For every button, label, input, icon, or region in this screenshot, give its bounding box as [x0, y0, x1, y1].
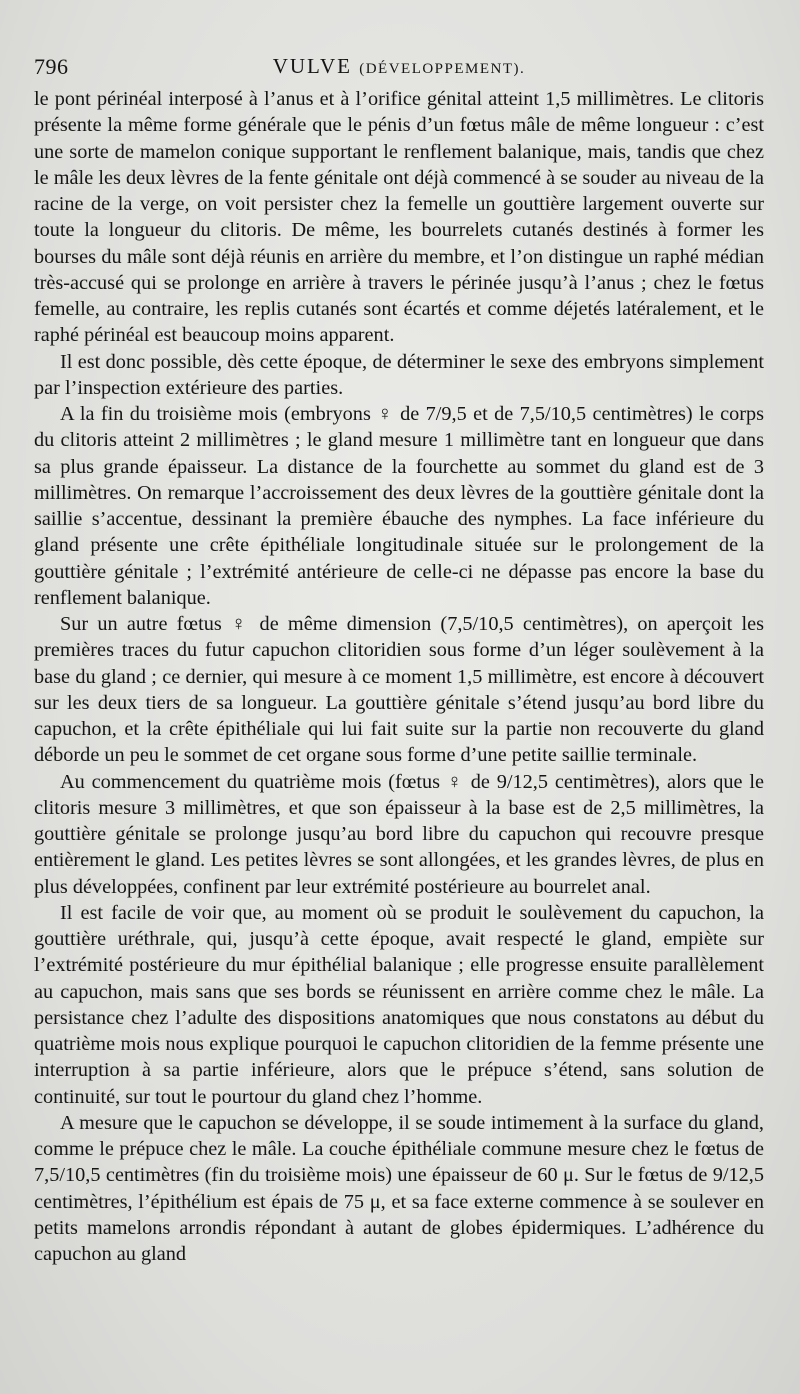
running-title [34, 54, 764, 79]
paragraph-7: A mesure que le capuchon se développe, il se soude intimement à la surface du gland, comme le prépuce chez le mâle. La couche épithéliale commune mesure chez le fœtus de 7,5/10,5 centimètres (fin du troisième mois) une épaisseur de 60 μ. Sur le fœtus de 9/12,5 centimètres, l’épithélium est épais de 75 μ, et sa face externe commence à se soulever en petits mamelons arrondis répondant à autant de globes épidermiques. L’adhérence du capuchon au gland [34, 1111, 764, 1265]
page-header [34, 50, 764, 86]
body-text [34, 86, 764, 1267]
paragraph-3: A la fin du troisième mois (embryons ♀ de 7/9,5 et de 7,5/10,5 centimètres) le corps du clitoris atteint 2 millimètres ; le gland mesure 1 millimètre tant en longueur que dans sa plus grande épaisseur. La distance de la fourchette au sommet du gland est de 3 millimètres. On remarque l’accroissement des deux lèvres de la gouttière génitale dont la saillie s’accentue, dessinant la première ébauche des nymphes. La face inférieure du gland présente une crête épithéliale longitudinale située sur le prolongement de la gouttière génitale ; l’extrémité antérieure de celle-ci ne dépasse pas encore la base du renflement balanique. [34, 403, 764, 609]
paragraph-2: Il est donc possible, dès cette époque, de déterminer le sexe des embryons simplement par l’inspection extérieure des parties. [34, 350, 764, 399]
running-title-main: VULVE [272, 54, 352, 78]
page-number: 796 [34, 54, 69, 79]
paragraph-4: Sur un autre fœtus ♀ de même dimension (7,5/10,5 centimètres), on aperçoit les premières traces du futur capuchon clitoridien sous forme d’un léger soulèvement à la base du gland ; ce dernier, qui mesure à ce moment 1,5 millimètre, est encore à découvert sur les deux tiers de sa longueur. La gouttière génitale s’étend jusqu’au bord libre du capuchon, et la crête épithéliale qui lui fait suite sur la partie non recouverte du gland déborde un peu le sommet de cet organe sous forme d’une petite saillie terminale. [34, 613, 764, 767]
paragraph-6: Il est facile de voir que, au moment où se produit le soulèvement du capuchon, la gouttière uréthrale, qui, jusqu’à cette époque, avait respecté le gland, empiète sur l’extrémité postérieure du mur épithélial balanique ; elle progresse ensuite parallèlement au capuchon, mais sans que ses bords se réunissent en arrière comme chez le mâle. La persistance chez l’adulte des dispositions anatomiques que nous constatons au début du quatrième mois nous explique pourquoi le capuchon clitoridien de la femme présente une interruption à sa partie inférieure, alors que le prépuce s’étend, sans solution de continuité, sur tout le pourtour du gland chez l’homme. [34, 901, 764, 1108]
paragraph-1: le pont périnéal interposé à l’anus et à l’orifice génital atteint 1,5 millimètres. Le clitoris présente la même forme générale que le pénis d’un fœtus mâle de même longueur : c’est une sorte de mamelon conique supportant le renflement balanique, mais, tandis que chez le mâle les deux lèvres de la fente génitale ont déjà commencé à se souder au niveau de la racine de la verge, on voit persister chez la femelle un gouttière largement ouverte sur toute la longueur du clitoris. De même, les bourrelets cutanés destinés à former les bourses du mâle sont déjà réunis en arrière du membre, et l’on distingue un raphé médian très-accusé qui se prolonge en arrière à travers le périnée jusqu’à l’anus ; chez le fœtus femelle, au contraire, les replis cutanés sont écartés et comme déjetés latéralement, et le raphé périnéal est beaucoup moins apparent. [34, 88, 764, 347]
running-title-subtitle: (DÉVELOPPEMENT). [359, 61, 526, 77]
paragraph-5: Au commencement du quatrième mois (fœtus ♀ de 9/12,5 centimètres), alors que le clitoris mesure 3 millimètres, et que son épaisseur à la base est de 2,5 millimètres, la gouttière génitale se prolonge jusqu’au bord libre du capuchon qui recouvre presque entièrement le gland. Les petites lèvres se sont allongées, et les grandes lèvres, de plus en plus développées, confinent par leur extrémité postérieure au bourrelet anal. [34, 770, 764, 898]
